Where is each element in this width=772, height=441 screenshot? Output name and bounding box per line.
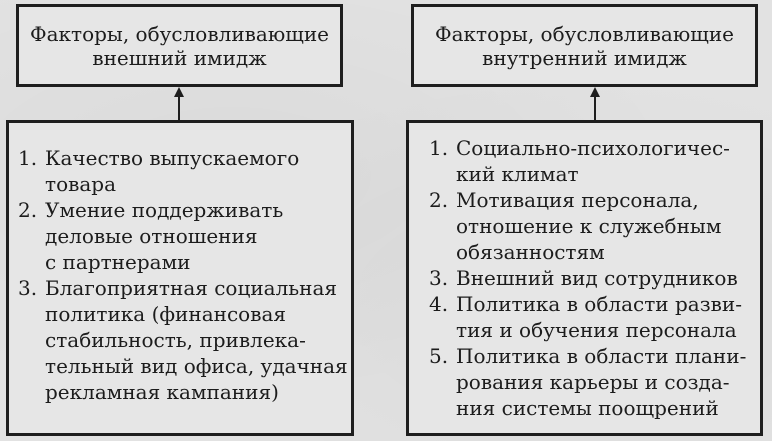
list-item-text: Умение поддерживать <box>45 198 284 222</box>
list-item <box>429 265 746 291</box>
internal-image-header-line2: внутренний имидж <box>482 45 687 70</box>
list-item <box>429 291 746 343</box>
internal-image-header-line1: Факторы, обусловливающие <box>434 21 734 46</box>
list-item-text: отношение к служебным <box>456 214 722 238</box>
internal-image-header-box <box>411 4 758 87</box>
list-item-text: Качество выпускаемого <box>45 146 300 170</box>
internal-factors-list-box <box>406 120 763 436</box>
list-item-number: 1. <box>429 136 449 160</box>
list-item-text: Мотивация персонала, <box>456 188 699 212</box>
list-item-text: политика (финансовая <box>45 302 286 326</box>
right-arrow-shaft <box>594 95 596 120</box>
external-factors-list-box <box>6 120 354 436</box>
list-item <box>429 135 746 187</box>
external-image-header-box <box>16 4 343 87</box>
list-item-text: товара <box>45 172 117 196</box>
list-item-text: рекламная кампания) <box>45 380 279 404</box>
list-item-text: Благоприятная социальная <box>45 276 338 300</box>
list-item-text: с партнерами <box>45 250 191 274</box>
list-item <box>18 145 348 197</box>
list-item-text: тельный вид офиса, удачная <box>45 354 348 378</box>
list-item-text: кий климат <box>456 162 579 186</box>
list-item-text: Политика в области разви- <box>456 292 742 316</box>
list-item-number: 2. <box>18 198 38 222</box>
list-item-number: 5. <box>429 344 449 368</box>
list-item-number: 2. <box>429 188 449 212</box>
list-item-text: Социально-психологичес- <box>456 136 730 160</box>
left-arrow-shaft <box>178 95 180 120</box>
list-item <box>429 343 746 421</box>
list-item-text: деловые отношения <box>45 224 258 248</box>
list-item-text: стабильность, привлека- <box>45 328 306 352</box>
list-item-text: обязанностям <box>456 240 605 264</box>
external-factors-list <box>18 145 348 405</box>
list-item-text: тия и обучения персонала <box>456 318 737 342</box>
internal-factors-list <box>429 135 746 421</box>
list-item-number: 3. <box>18 276 38 300</box>
list-item <box>429 187 746 265</box>
external-image-header-line1: Факторы, обусловливающие <box>29 21 329 46</box>
list-item-text: рования карьеры и созда- <box>456 370 730 394</box>
list-item-text: Политика в области плани- <box>456 344 747 368</box>
list-item-number: 1. <box>18 146 38 170</box>
list-item <box>18 275 348 405</box>
external-image-header-line2: внешний имидж <box>92 45 267 70</box>
list-item-text: Внешний вид сотрудников <box>456 266 738 290</box>
list-item-number: 4. <box>429 292 449 316</box>
list-item-text: ния системы поощрений <box>456 396 719 420</box>
list-item-number: 3. <box>429 266 449 290</box>
list-item <box>18 197 348 275</box>
